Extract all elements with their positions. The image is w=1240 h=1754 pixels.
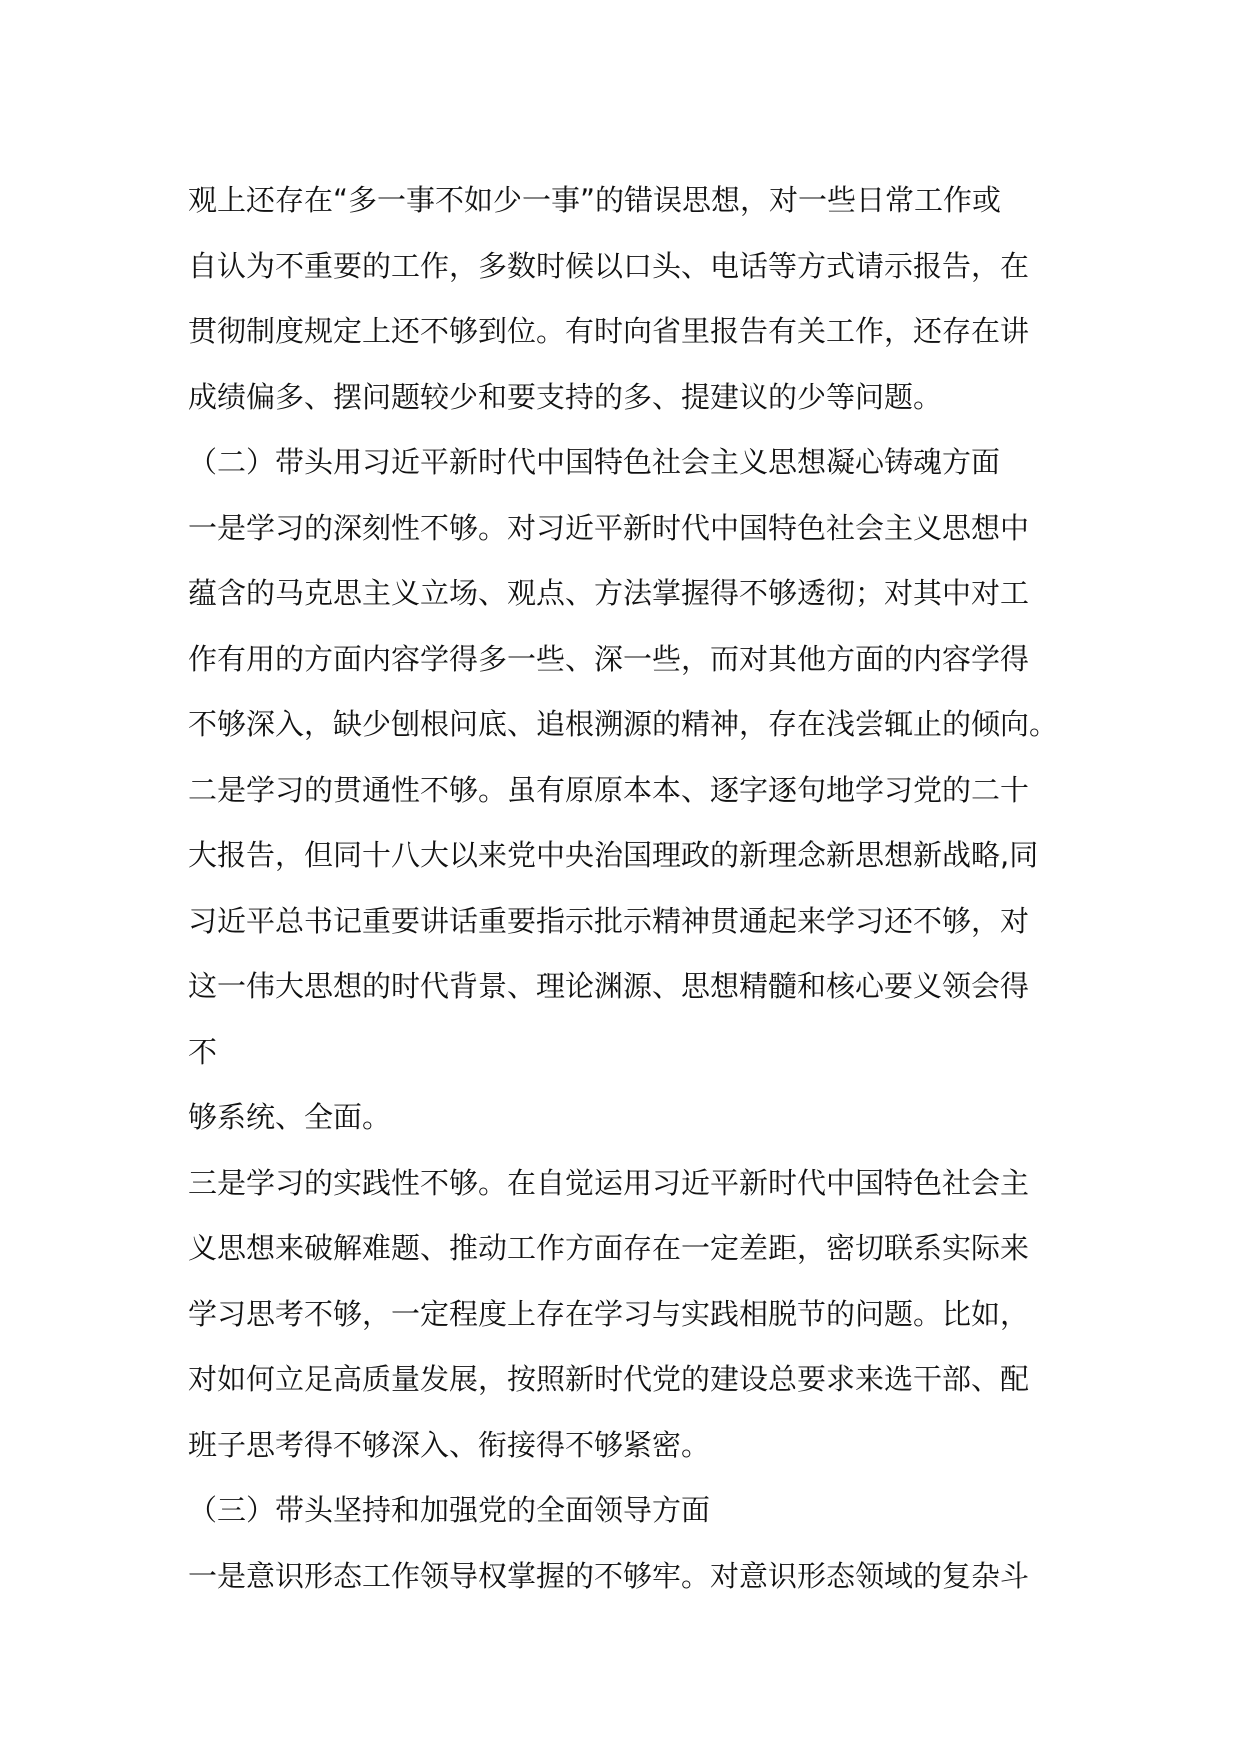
text-line: 习近平总书记重要讲话重要指示批示精神贯通起来学习还不够，对 (188, 903, 1030, 938)
text-line: 这一伟大思想的时代背景、理论渊源、思想精髓和核心要义领会得 (188, 969, 1030, 1003)
text-line: 够系统、全面。 (188, 1100, 392, 1134)
text-line: 二是学习的贯通性不够。虽有原原本本、逐字逐句地学习党的二十 (188, 772, 1030, 807)
text-line: 学习思考不够，一定程度上存在学习与实践相脱节的问题。比如， (188, 1296, 1030, 1331)
text-line: 大报告，但同十八大以来党中央治国理政的新理念新思想新战略,同 (188, 838, 1039, 872)
section-heading: （三）带头坚持和加强党的全面领导方面 (188, 1493, 711, 1527)
section-heading: （二）带头用习近平新时代中国特色社会主义思想凝心铸魂方面 (188, 445, 1001, 479)
text-line: 成绩偏多、摆问题较少和要支持的多、提建议的少等问题。 (188, 379, 943, 414)
text-line: 义思想来破解难题、推动工作方面存在一定差距，密切联系实际来 (188, 1231, 1030, 1265)
text-line: 作有用的方面内容学得多一些、深一些，而对其他方面的内容学得 (188, 641, 1030, 676)
document-body (188, 168, 1068, 1609)
text-line: 蕴含的马克思主义立场、观点、方法掌握得不够透彻；对其中对工 (188, 576, 1030, 610)
text-line: 不够深入，缺少刨根问底、追根溯源的精神，存在浅尝辄止的倾向。 (188, 707, 1059, 741)
text-line: 不 (188, 1034, 218, 1069)
text-line: 对如何立足高质量发展，按照新时代党的建设总要求来选干部、配 (188, 1362, 1030, 1396)
text-line: 一是学习的深刻性不够。对习近平新时代中国特色社会主义思想中 (188, 510, 1030, 545)
text-line: 三是学习的实践性不够。在自觉运用习近平新时代中国特色社会主 (188, 1165, 1030, 1200)
text-line: 自认为不重要的工作，多数时候以口头、电话等方式请示报告，在 (188, 248, 1030, 283)
text-line: 观上还存在“多一事不如少一事”的错误思想，对一些日常工作或 (188, 183, 1002, 217)
text-line: 贯彻制度规定上还不够到位。有时向省里报告有关工作，还存在讲 (188, 314, 1030, 348)
text-line: 班子思考得不够深入、衔接得不够紧密。 (188, 1427, 711, 1462)
text-line: 一是意识形态工作领导权掌握的不够牢。对意识形态领域的复杂斗 (188, 1558, 1030, 1593)
